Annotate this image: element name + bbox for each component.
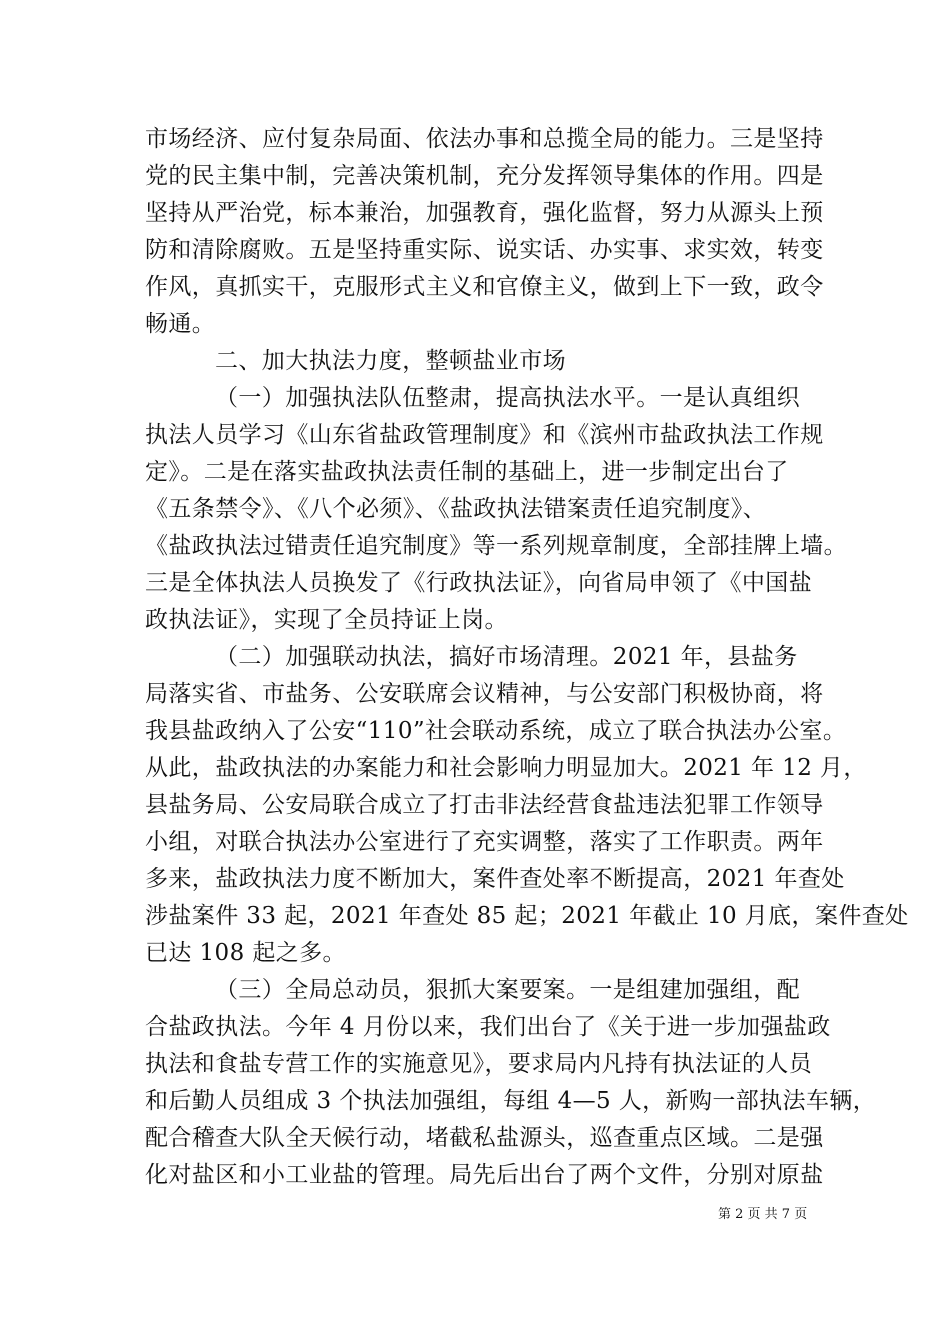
text-line: 配合稽查大队全天候行动，堵截私盐源头，巡查重点区域。二是强 — [145, 1125, 824, 1151]
text-line: 局落实省、市盐务、公安联席会议精神，与公安部门积极协商，将 — [145, 681, 824, 707]
text-line: 防和清除腐败。五是坚持重实际、说实话、办实事、求实效，转变 — [145, 237, 824, 263]
text-line: 合盐政执法。今年 4 月份以来，我们出台了《关于进一步加强盐政 — [145, 1014, 831, 1040]
text-line: 三是全体执法人员换发了《行政执法证》，向省局申领了《中国盐 — [145, 570, 813, 596]
paragraph-start: （三）全局总动员，狠抓大案要案。一是组建加强组，配 — [215, 977, 800, 1003]
paragraph-start: （二）加强联动执法，搞好市场清理。2021 年，县盐务 — [215, 644, 798, 670]
page-number: 第 2 页 共 7 页 — [718, 1207, 808, 1222]
text-line: 畅通。 — [145, 311, 216, 337]
text-line: 《五条禁令》、《八个必须》、《盐政执法错案责任追究制度》、 — [145, 496, 767, 522]
text-line: 作风，真抓实干，克服形式主义和官僚主义，做到上下一致，政令 — [145, 274, 824, 300]
text-line: 执法和食盐专营工作的实施意见》，要求局内凡持有执法证的人员 — [145, 1051, 813, 1077]
text-line: 《盐政执法过错责任追究制度》等一系列规章制度，全部挂牌上墙。 — [145, 533, 847, 559]
section-heading: 二、加大执法力度，整顿盐业市场 — [215, 348, 566, 374]
paragraph-start: （一）加强执法队伍整肃，提高执法水平。一是认真组织 — [215, 385, 800, 411]
text-line: 已达 108 起之多。 — [145, 940, 346, 966]
text-line: 化对盐区和小工业盐的管理。局先后出台了两个文件，分别对原盐 — [145, 1162, 824, 1188]
text-line: 从此，盐政执法的办案能力和社会影响力明显加大。2021 年 12 月， — [145, 755, 867, 781]
text-line: 县盐务局、公安局联合成立了打击非法经营食盐违法犯罪工作领导 — [145, 792, 824, 818]
text-line: 政执法证》，实现了全员持证上岗。 — [145, 607, 508, 633]
text-line: 多来，盐政执法力度不断加大，案件查处率不断提高，2021 年查处 — [145, 866, 845, 892]
text-line: 执法人员学习《山东省盐政管理制度》和《滨州市盐政执法工作规 — [145, 422, 824, 448]
text-line: 市场经济、应付复杂局面、依法办事和总揽全局的能力。三是坚持 — [145, 126, 824, 152]
text-line: 我县盐政纳入了公安“110”社会联动系统，成立了联合执法办公室。 — [145, 718, 847, 744]
text-line: 小组，对联合执法办公室进行了充实调整，落实了工作职责。两年 — [145, 829, 824, 855]
text-line: 党的民主集中制，完善决策机制，充分发挥领导集体的作用。四是 — [145, 163, 824, 189]
text-line: 定》。二是在落实盐政执法责任制的基础上，进一步制定出台了 — [145, 459, 789, 485]
text-line: 坚持从严治党，标本兼治，加强教育，强化监督，努力从源头上预 — [145, 200, 824, 226]
text-line: 涉盐案件 33 起，2021 年查处 85 起；2021 年截止 10 月底，案件查处 — [145, 903, 909, 929]
text-line: 和后勤人员组成 3 个执法加强组，每组 4—5 人，新购一部执法车辆， — [145, 1088, 877, 1114]
